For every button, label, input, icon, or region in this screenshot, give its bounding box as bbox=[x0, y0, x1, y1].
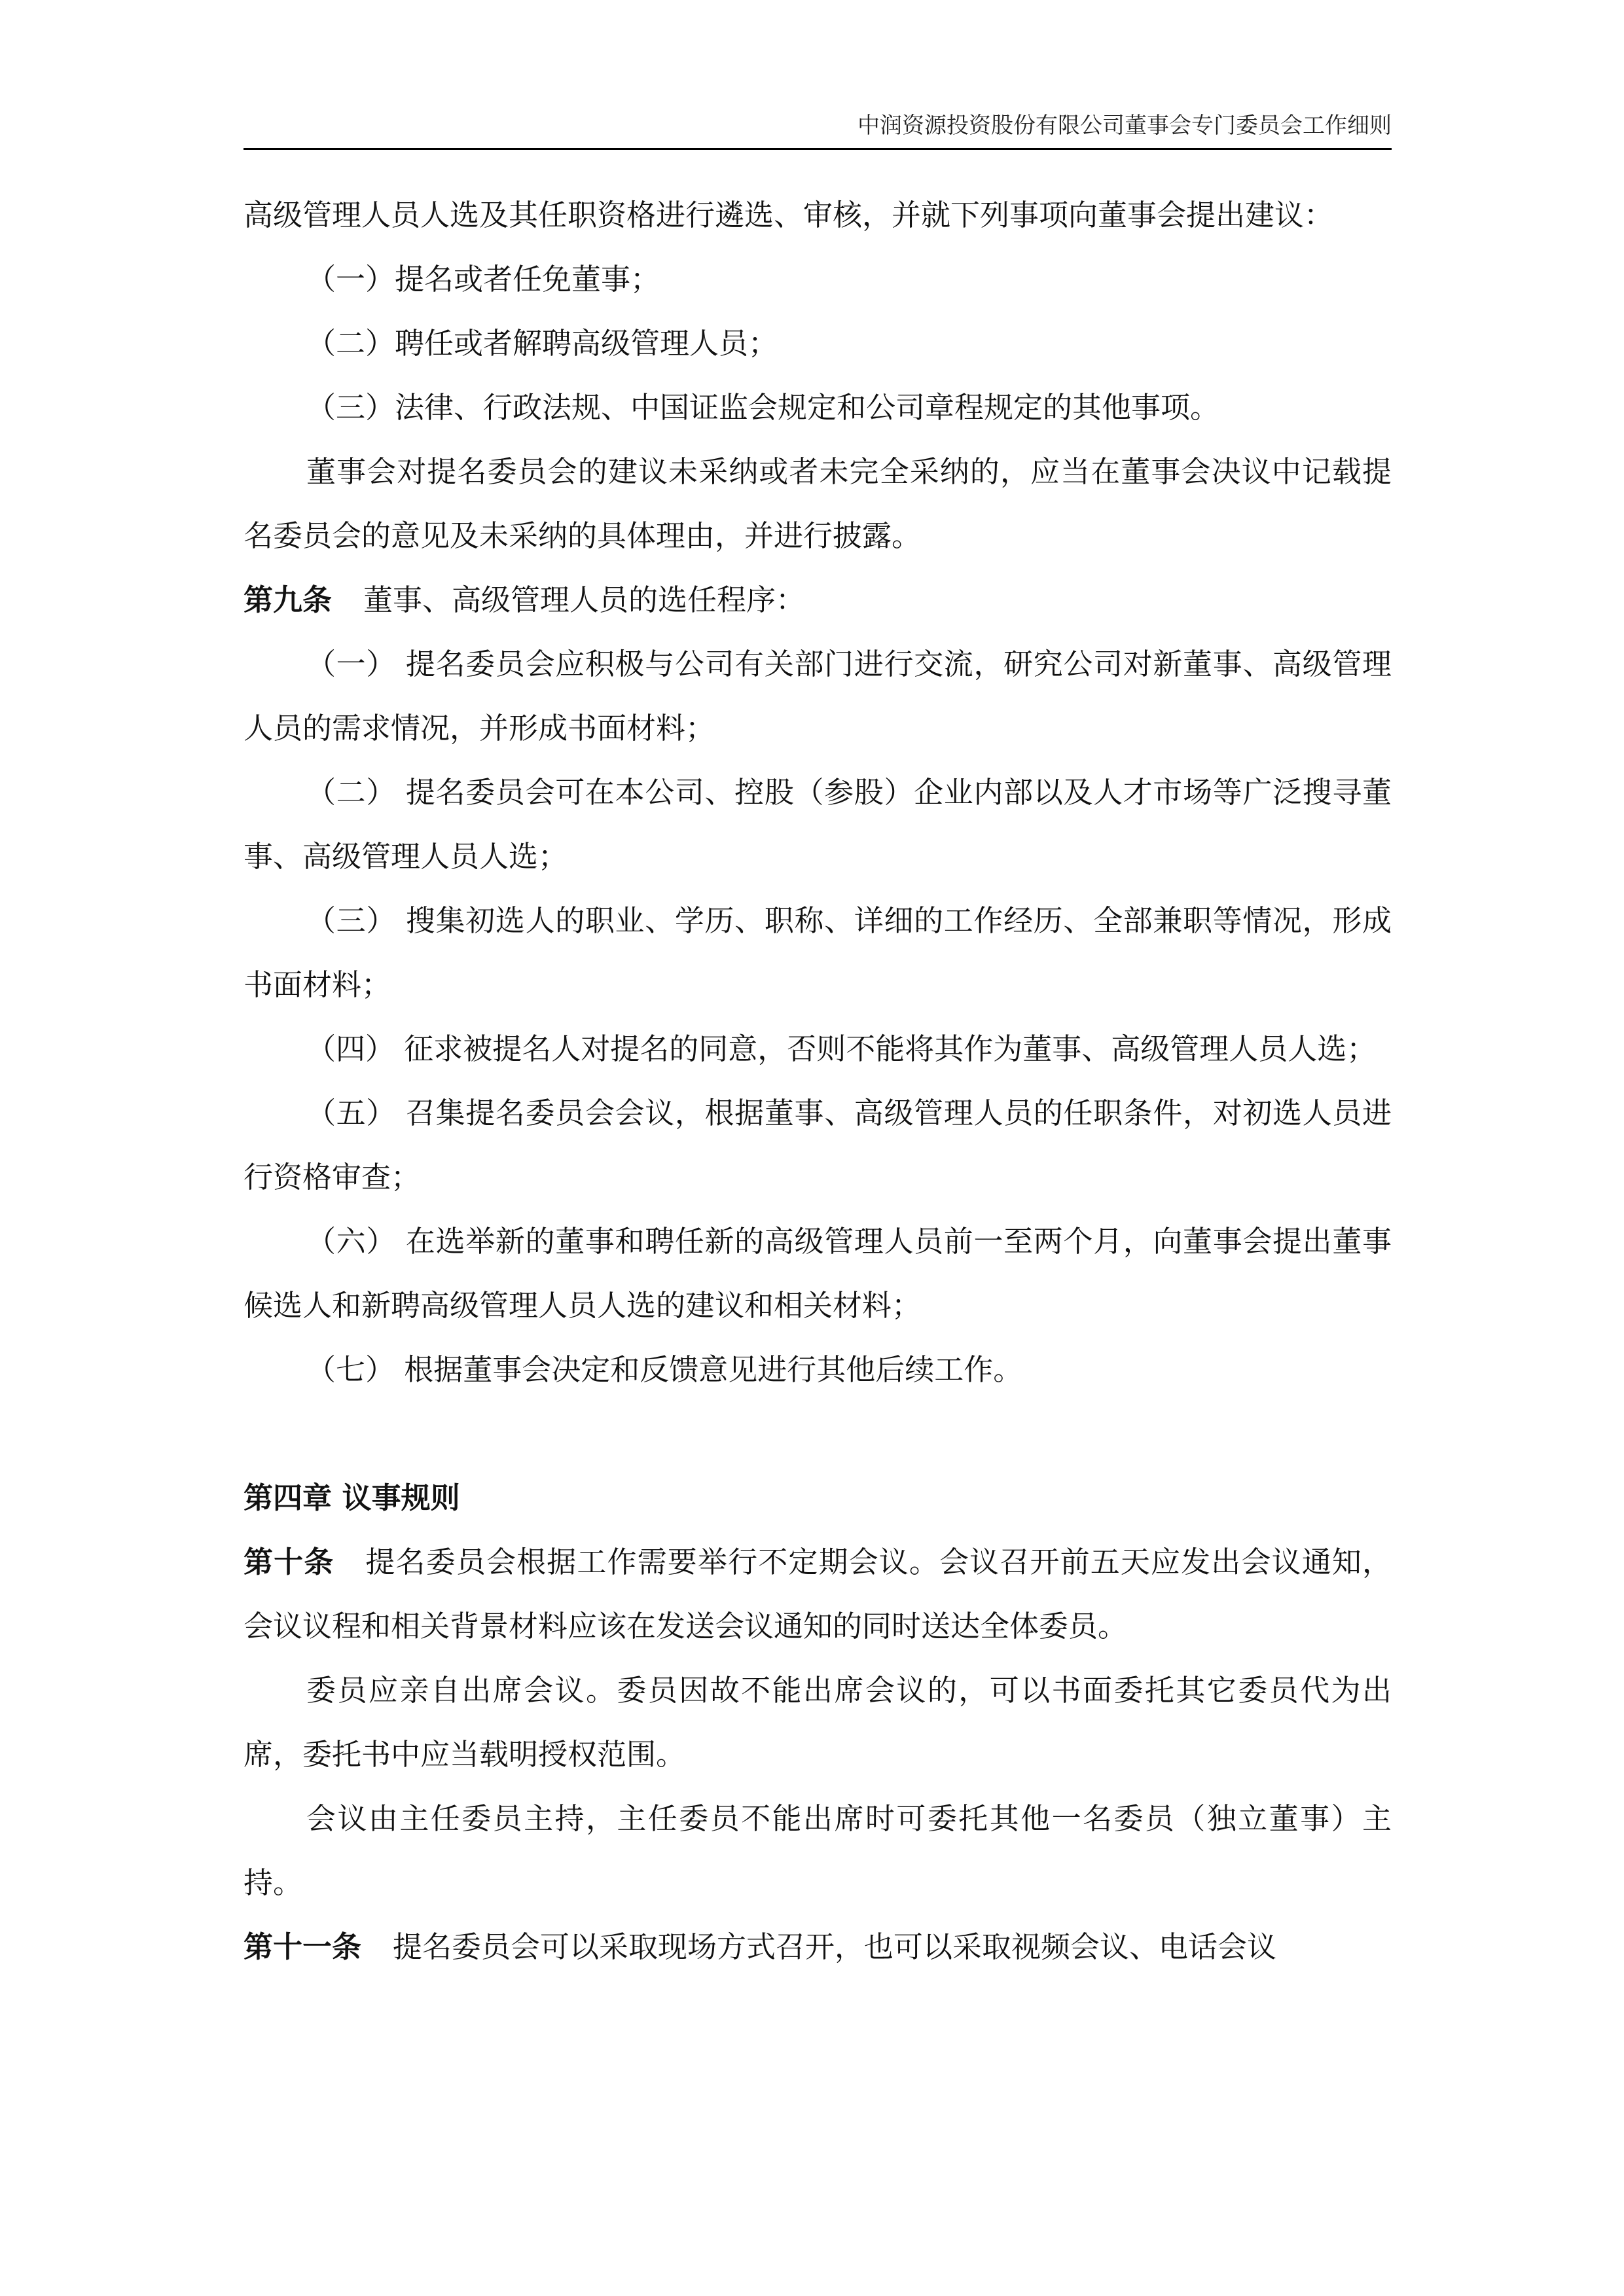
list-item-2: （二）聘任或者解聘高级管理人员； bbox=[306, 326, 778, 361]
article-9-label: 第九条 bbox=[244, 583, 333, 617]
paragraph-chair: 会议由主任委员主持，主任委员不能出席时可委托其他一名委员（独立董事）主持。 bbox=[244, 1801, 1392, 1900]
document-body bbox=[244, 183, 1392, 1979]
procedure-step-4: （四） 征求被提名人对提名的同意，否则不能将其作为董事、高级管理人员人选； bbox=[306, 1031, 1377, 1066]
article-11-text: 提名委员会可以采取现场方式召开，也可以采取视频会议、电话会议 bbox=[393, 1929, 1277, 1964]
list-item-1: （一）提名或者任免董事； bbox=[306, 262, 660, 296]
chapter-heading: 第四章 议事规则 bbox=[244, 1480, 460, 1515]
header-rule bbox=[244, 148, 1392, 150]
article-9 bbox=[244, 568, 1392, 632]
article-10-text: 提名委员会根据工作需要举行不定期会议。会议召开前五天应发出会议通知，会议议程和相关背景材料应该在发送会议通知的同时送达全体委员。 bbox=[244, 1545, 1392, 1643]
running-header: 中润资源投资股份有限公司董事会专门委员会工作细则 bbox=[857, 113, 1392, 139]
procedure-step-2: （二） 提名委员会可在本公司、控股（参股）企业内部以及人才市场等广泛搜寻董事、高级管理人员人选； bbox=[244, 775, 1392, 874]
procedure-step-6: （六） 在选举新的董事和聘任新的高级管理人员前一至两个月，向董事会提出董事候选人和新聘高级管理人员人选的建议和相关材料； bbox=[244, 1224, 1392, 1323]
article-10-label: 第十条 bbox=[244, 1545, 334, 1579]
paragraph-board-adoption: 董事会对提名委员会的建议未采纳或者未完全采纳的，应当在董事会决议中记载提名委员会的意见及未采纳的具体理由，并进行披露。 bbox=[244, 454, 1392, 553]
procedure-step-1: （一） 提名委员会应积极与公司有关部门进行交流，研究公司对新董事、高级管理人员的需求情况，并形成书面材料； bbox=[244, 647, 1392, 745]
procedure-step-7: （七） 根据董事会决定和反馈意见进行其他后续工作。 bbox=[306, 1352, 1023, 1387]
article-9-text: 董事、高级管理人员的选任程序： bbox=[363, 583, 806, 617]
article-10 bbox=[244, 1530, 1392, 1659]
section-spacer bbox=[244, 1402, 1392, 1466]
paragraph-attendance: 委员应亲自出席会议。委员因故不能出席会议的，可以书面委托其它委员代为出席，委托书中应当载明授权范围。 bbox=[244, 1673, 1392, 1772]
paragraph-continued: 高级管理人员人选及其任职资格进行遴选、审核，并就下列事项向董事会提出建议： bbox=[244, 198, 1334, 232]
article-11 bbox=[244, 1915, 1392, 1979]
article-11-label: 第十一条 bbox=[244, 1929, 362, 1964]
procedure-step-3: （三） 搜集初选人的职业、学历、职称、详细的工作经历、全部兼职等情况，形成书面材料； bbox=[244, 903, 1392, 1002]
procedure-step-5: （五） 召集提名委员会会议，根据董事、高级管理人员的任职条件，对初选人员进行资格审查； bbox=[244, 1096, 1392, 1194]
list-item-3: （三）法律、行政法规、中国证监会规定和公司章程规定的其他事项。 bbox=[306, 390, 1220, 425]
